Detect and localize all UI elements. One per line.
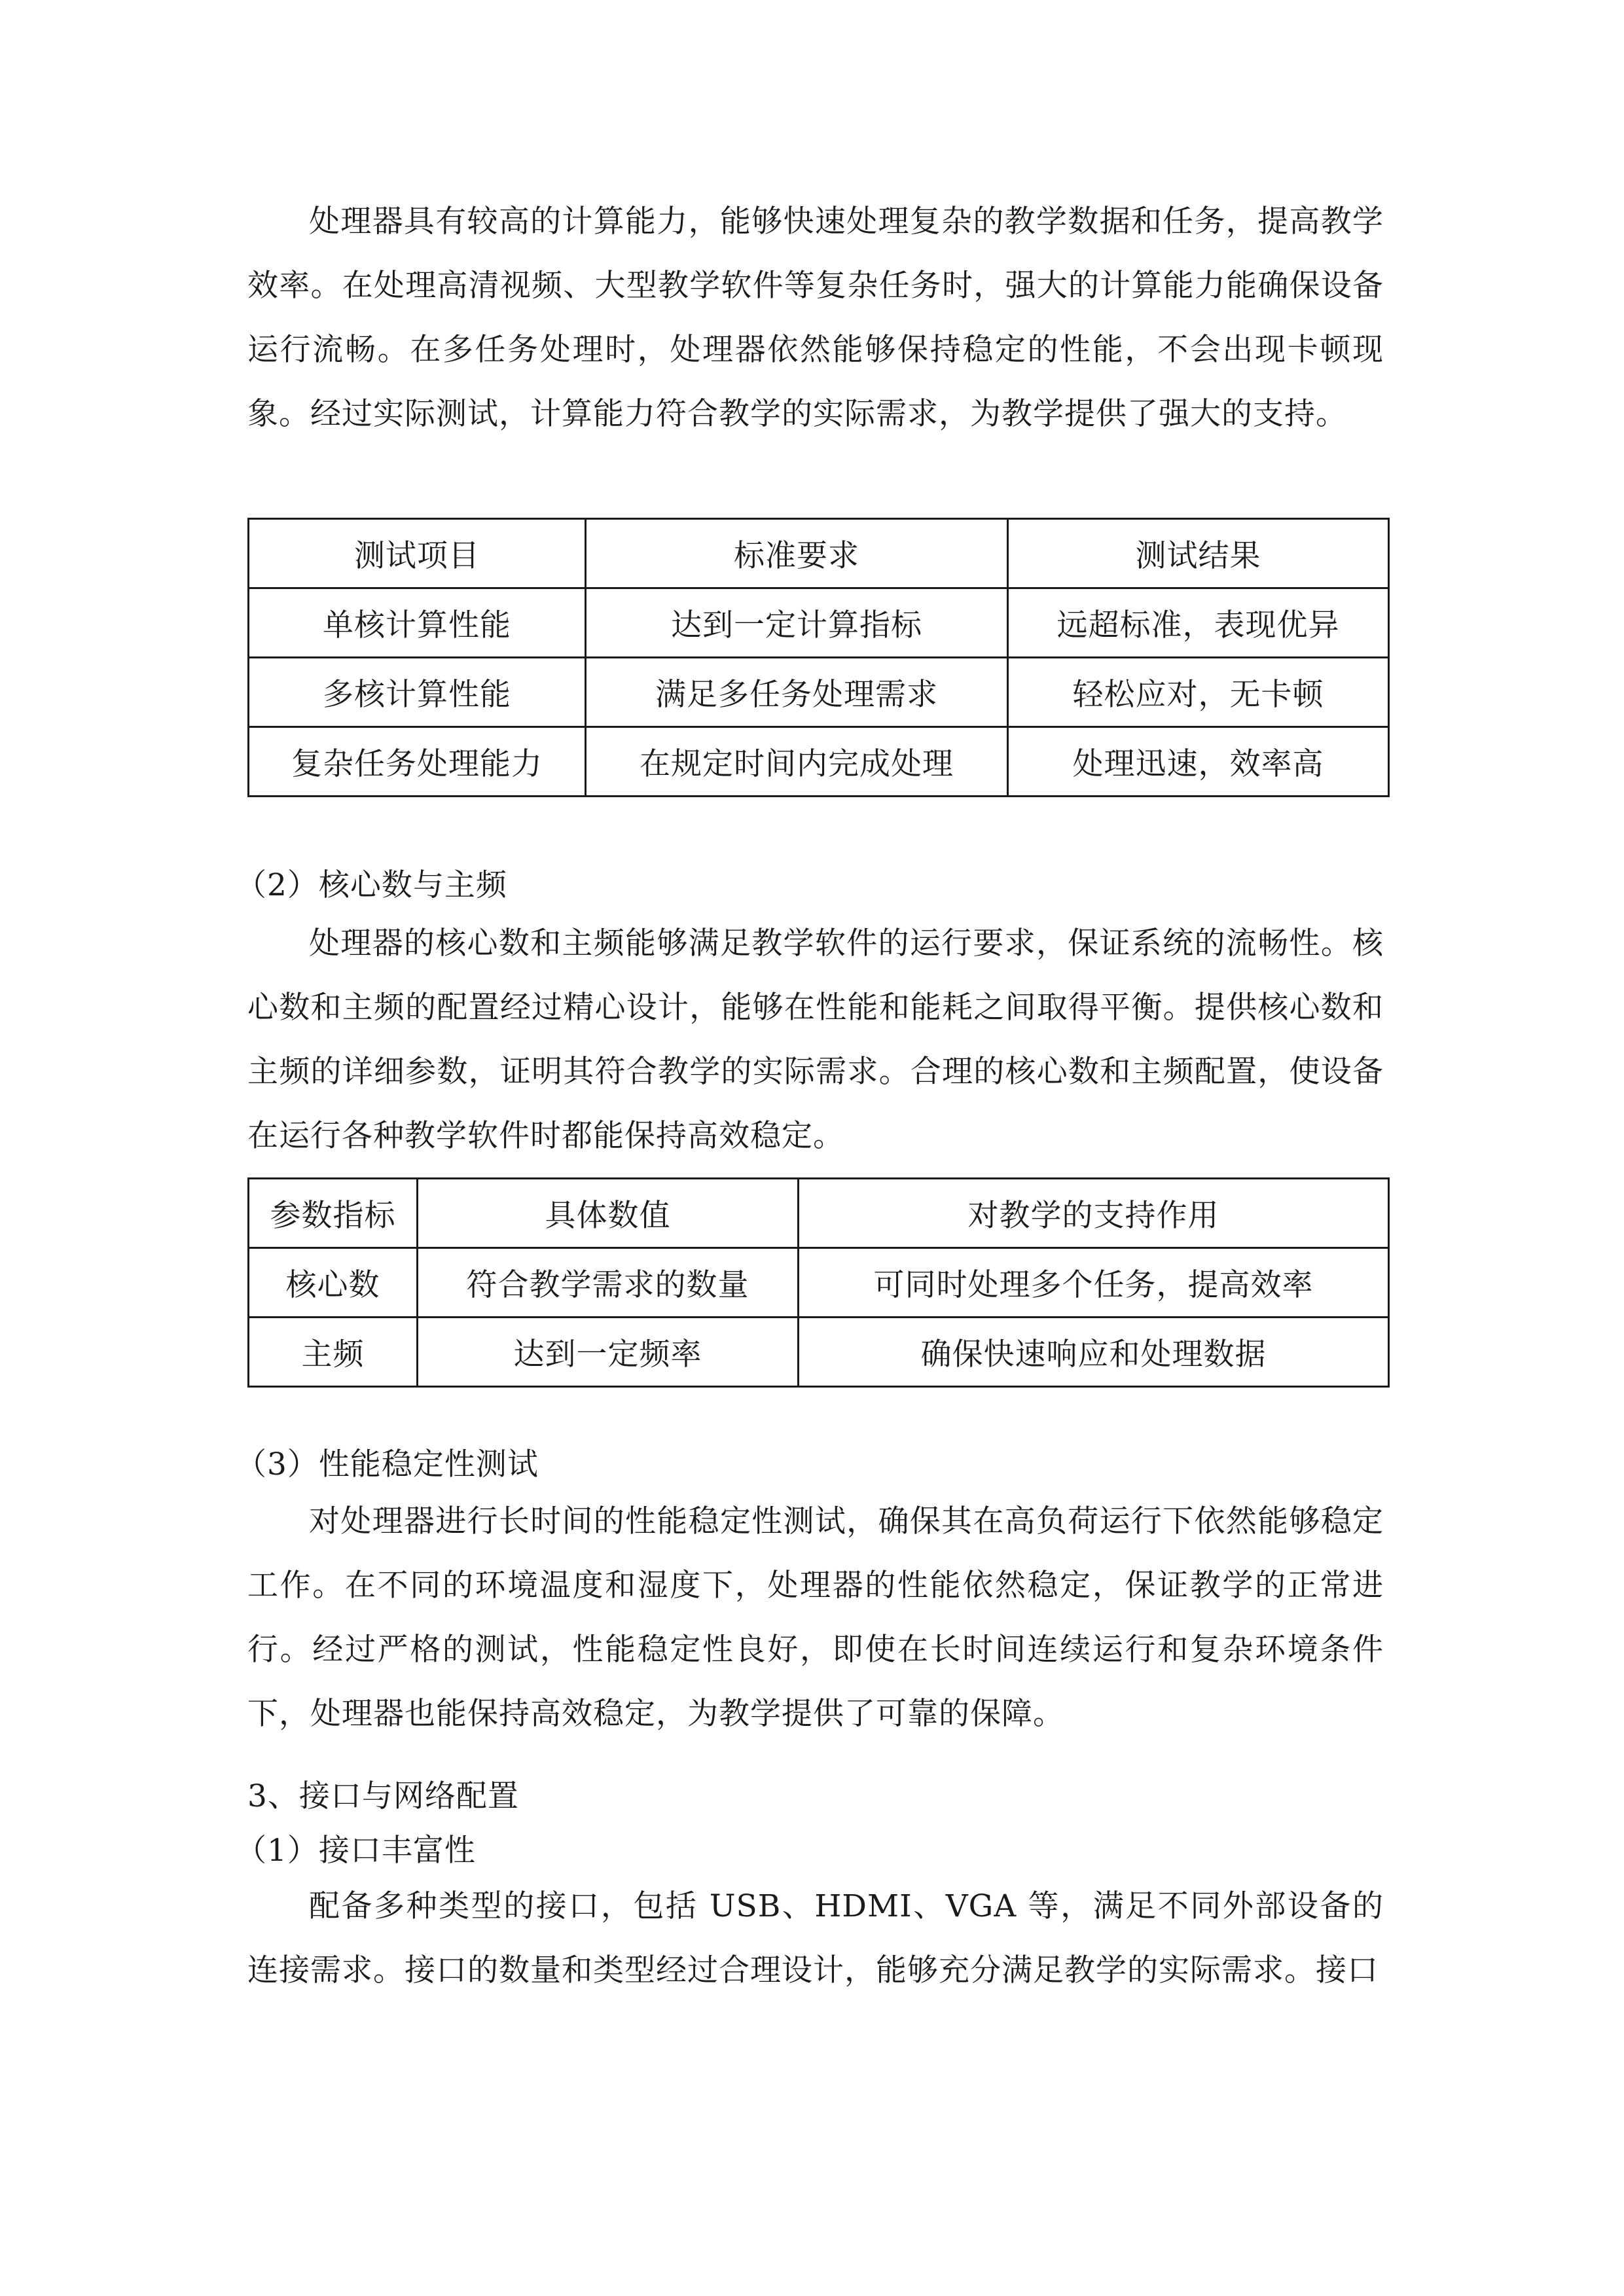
table-header-cell: 参数指标 <box>249 1179 418 1248</box>
table-cell: 达到一定频率 <box>418 1318 799 1387</box>
table-row <box>249 1318 1389 1387</box>
table-cell: 单核计算性能 <box>249 588 586 658</box>
table-cell: 处理迅速，效率高 <box>1008 727 1389 797</box>
paragraph-interface-richness: 配备多种类型的接口，包括 USB、HDMI、VGA 等，满足不同外部设备的连接需求。接口的数量和类型经过合理设计，能够充分满足教学的实际需求。接口 <box>247 1888 1384 1988</box>
paragraph-stability: 对处理器进行长时间的性能稳定性测试，确保其在高负荷运行下依然能够稳定工作。在不同的环境温度和湿度下，处理器的性能依然稳定，保证教学的正常进行。经过严格的测试，性能稳定性良好，即使在长时间连续运行和复杂环境条件下，处理器也能保持高效稳定，为教学提供了可靠的保障。 <box>247 1503 1384 1732</box>
table-cell: 主频 <box>249 1318 418 1387</box>
table-cell: 确保快速响应和处理数据 <box>799 1318 1389 1387</box>
paragraph-core-frequency: 处理器的核心数和主频能够满足教学软件的运行要求，保证系统的流畅性。核心数和主频的配置经过精心设计，能够在性能和能耗之间取得平衡。提供核心数和主频的详细参数，证明其符合教学的实际需求。合理的核心数和主频配置，使设备在运行各种教学软件时都能保持高效稳定。 <box>247 925 1384 1154</box>
table-cell: 符合教学需求的数量 <box>418 1248 799 1318</box>
table-cell: 核心数 <box>249 1248 418 1318</box>
table-cell: 可同时处理多个任务，提高效率 <box>799 1248 1389 1318</box>
table-header-cell: 对教学的支持作用 <box>799 1179 1389 1248</box>
table-row <box>249 588 1389 658</box>
paragraph-compute-capability: 处理器具有较高的计算能力，能够快速处理复杂的教学数据和任务，提高教学效率。在处理高清视频、大型教学软件等复杂任务时，强大的计算能力能确保设备运行流畅。在多任务处理时，处理器依然能够保持稳定的性能，不会出现卡顿现象。经过实际测试，计算能力符合教学的实际需求，为教学提供了强大的支持。 <box>247 204 1384 432</box>
table-cell: 复杂任务处理能力 <box>249 727 586 797</box>
table-cell: 达到一定计算指标 <box>586 588 1008 658</box>
table-header-cell: 标准要求 <box>586 519 1008 588</box>
table-row <box>249 1248 1389 1318</box>
table-header-row <box>249 519 1389 588</box>
table-header-cell: 测试结果 <box>1008 519 1389 588</box>
table-row <box>249 727 1389 797</box>
table-header-cell: 测试项目 <box>249 519 586 588</box>
table-cell: 远超标准，表现优异 <box>1008 588 1389 658</box>
table-cell: 满足多任务处理需求 <box>586 658 1008 727</box>
compute-test-table <box>247 518 1390 797</box>
table-cell: 在规定时间内完成处理 <box>586 727 1008 797</box>
section-heading-interface-richness: （1）接口丰富性 <box>236 1833 476 1869</box>
section-heading-interface-network: 3、接口与网络配置 <box>247 1778 519 1814</box>
table-header-row <box>249 1179 1389 1248</box>
section-heading-stability: （3）性能稳定性测试 <box>236 1446 539 1482</box>
section-heading-core-frequency: （2）核心数与主频 <box>236 867 507 903</box>
table-cell: 轻松应对，无卡顿 <box>1008 658 1389 727</box>
core-frequency-table <box>247 1177 1390 1388</box>
table-row <box>249 658 1389 727</box>
table-cell: 多核计算性能 <box>249 658 586 727</box>
table-header-cell: 具体数值 <box>418 1179 799 1248</box>
